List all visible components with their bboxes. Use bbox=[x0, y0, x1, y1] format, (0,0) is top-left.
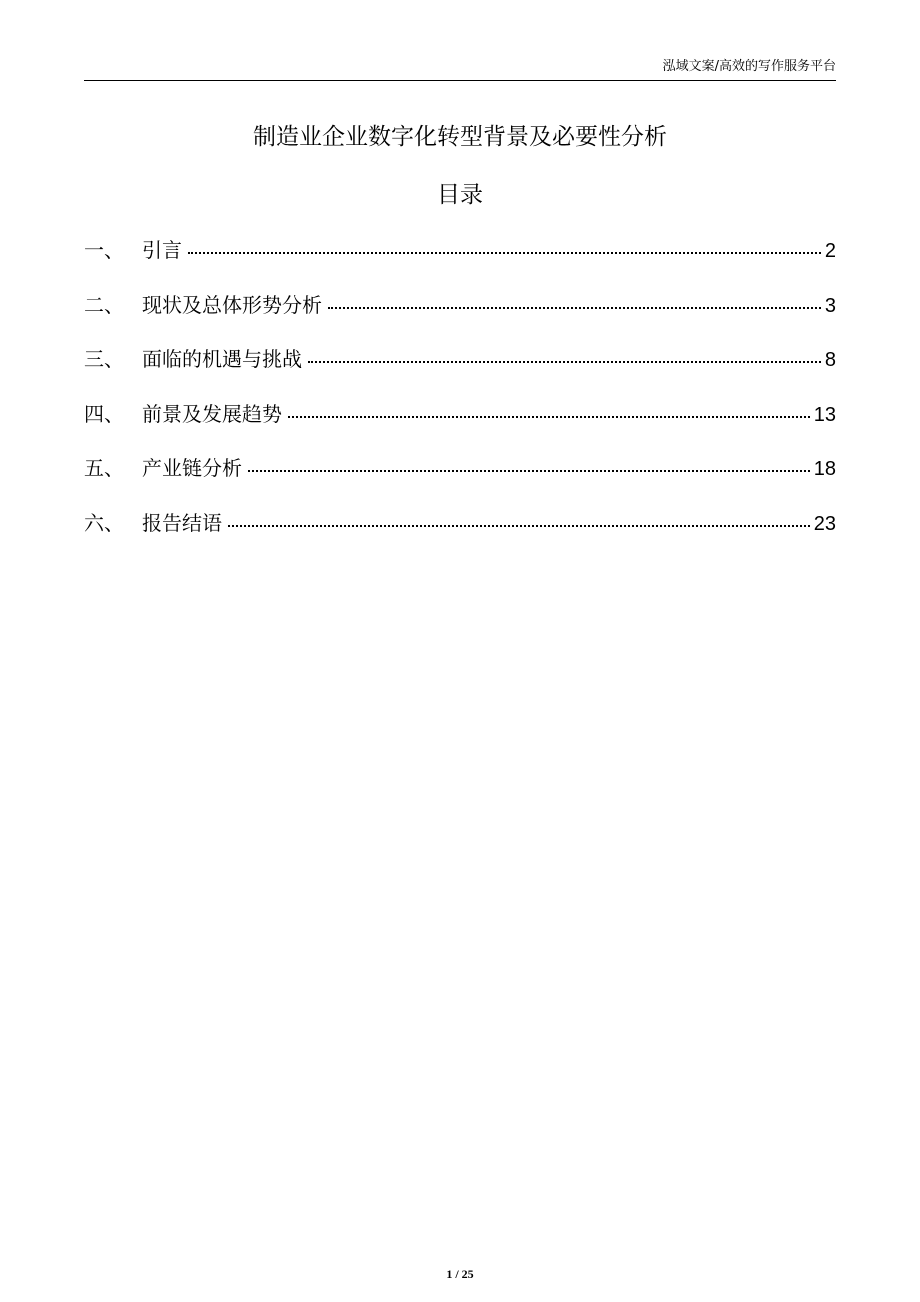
toc-entry-title: 产业链分析 bbox=[142, 456, 242, 481]
toc-dot-leader bbox=[228, 525, 810, 527]
toc-dot-leader bbox=[328, 307, 821, 309]
toc-entry-6[interactable] bbox=[84, 505, 836, 560]
toc-entry-number: 一、 bbox=[84, 238, 124, 262]
toc-entry-title: 面临的机遇与挑战 bbox=[142, 347, 302, 372]
toc-entry-page: 3 bbox=[824, 294, 836, 317]
toc-entry-page: 2 bbox=[824, 240, 836, 262]
toc-entry-number: 六、 bbox=[84, 510, 124, 535]
toc-entry-3[interactable] bbox=[84, 341, 836, 396]
toc-dot-leader bbox=[288, 416, 810, 418]
table-of-contents bbox=[84, 232, 836, 560]
toc-entry-title: 报告结语 bbox=[142, 510, 222, 535]
toc-entry-number: 三、 bbox=[84, 347, 124, 372]
document-title: 制造业企业数字化转型背景及必要性分析 bbox=[253, 124, 667, 150]
toc-dot-leader bbox=[308, 361, 821, 363]
toc-entry-title: 前景及发展趋势 bbox=[142, 401, 282, 426]
toc-entry-1[interactable] bbox=[84, 232, 836, 287]
toc-entry-page: 13 bbox=[813, 403, 836, 426]
header-divider bbox=[84, 80, 836, 81]
page-number-footer: 1 / 25 bbox=[446, 1267, 474, 1281]
toc-entry-number: 四、 bbox=[84, 401, 124, 426]
toc-entry-2[interactable] bbox=[84, 287, 836, 342]
toc-entry-page: 23 bbox=[813, 512, 836, 535]
page-header-text: 泓域文案/高效的写作服务平台 bbox=[662, 59, 836, 74]
toc-entry-number: 五、 bbox=[84, 456, 124, 481]
toc-entry-number: 二、 bbox=[84, 292, 124, 317]
toc-dot-leader bbox=[248, 470, 810, 472]
toc-entry-title: 引言 bbox=[142, 238, 182, 262]
toc-entry-page: 8 bbox=[824, 349, 836, 372]
toc-dot-leader bbox=[188, 252, 821, 254]
toc-entry-5[interactable] bbox=[84, 450, 836, 505]
toc-entry-page: 18 bbox=[813, 458, 836, 481]
toc-entry-4[interactable] bbox=[84, 396, 836, 451]
toc-entry-title: 现状及总体形势分析 bbox=[142, 292, 322, 317]
toc-heading: 目录 bbox=[437, 182, 483, 208]
